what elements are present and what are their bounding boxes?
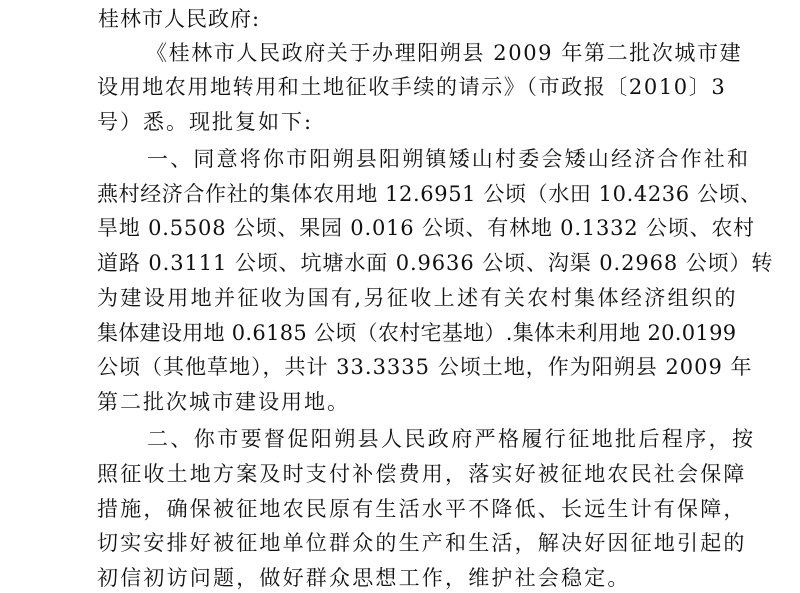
paragraph-1-line: 《桂林市人民政府关于办理阳朔县 2009 年第二批次城市建 <box>146 41 743 65</box>
paragraph-2-line: 旱地 0.5508 公顷、果园 0.016 公顷、有林地 0.1332 公顷、农村 <box>97 216 755 240</box>
paragraph-2-line: 公顷（其他草地），共计 33.3335 公顷土地，作为阳朔县 2009 年 <box>97 355 753 379</box>
paragraph-1-line: 设用地农用地转用和土地征收手续的请示》（市政报〔2010〕3 <box>97 75 727 99</box>
paragraph-2-line: 道路 0.3111 公顷、坑塘水面 0.9636 公顷、沟渠 0.2968 公顷）转 <box>97 251 774 275</box>
paragraph-2-line: 第二批次城市建设用地。 <box>97 390 350 414</box>
paragraph-2-line: 为建设用地并征收为国有,另征收上述有关农村集体经济组织的 <box>97 286 738 310</box>
salutation: 桂林市人民政府: <box>98 7 261 31</box>
paragraph-2-line: 燕村经济合作社的集体农用地 12.6951 公顷（水田 10.4236 公顷、 <box>97 182 762 206</box>
paragraph-3-line: 照征收土地方案及时支付补偿费用，落实好被征地农民社会保障 <box>97 462 747 486</box>
paragraph-3-line: 切实安排好被征地单位群众的生产和生活，解决好因征地引起的 <box>97 531 747 555</box>
paragraph-3-line: 初信初访问题，做好群众思想工作，维护社会稳定。 <box>97 566 631 590</box>
paragraph-1-line: 号）悉。现批复如下: <box>97 110 314 134</box>
paragraph-3-line: 二、你市要督促阳朔县人民政府严格履行征地批后程序，按 <box>147 427 756 451</box>
paragraph-2-line: 集体建设用地 0.6185 公顷（农村宅基地）.集体未利用地 20.0199 <box>97 321 737 345</box>
paragraph-3-line: 措施，确保被征地农民原有生活水平不降低、长远生计有保障， <box>97 497 747 521</box>
paragraph-2-line: 一、同意将你市阳朔县阳朔镇矮山村委会矮山经济合作社和 <box>147 147 751 171</box>
